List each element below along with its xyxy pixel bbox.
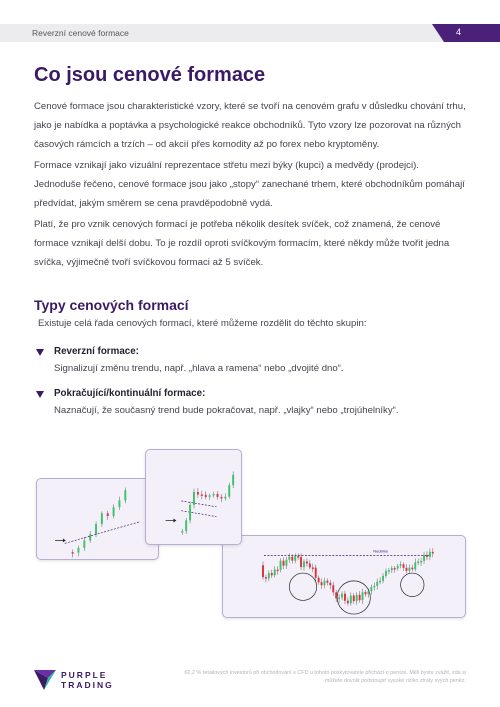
bullish-candle — [280, 561, 282, 570]
bearish-candle — [318, 578, 320, 583]
bearish-candle — [297, 556, 299, 557]
bullish-candle — [397, 566, 399, 569]
bullish-candle — [388, 570, 390, 571]
bearish-candle — [315, 568, 317, 578]
section-intro: Existuje celá řada cenových formací, které můžeme rozdělit do těchto skupin: — [38, 318, 367, 329]
bullish-candle — [118, 500, 120, 507]
risk-disclaimer: 62,2 % retailových investorů při obchodování s CFD u tohoto poskytovatele přichází o peníze. Měli byste zvážit, zda si můžete dovolit podstoupit vysoké riziko ztráty svých peněz. — [184, 670, 466, 684]
bullish-candle — [408, 568, 410, 571]
header-title: Reverzní cenové formace — [32, 28, 129, 38]
bearish-candle — [205, 495, 207, 497]
bearish-candle — [321, 582, 323, 585]
triangle-bullet-icon — [36, 391, 44, 398]
logo-text: PURPLE TRADING — [61, 670, 114, 690]
bullish-candle — [414, 562, 416, 569]
bullish-candle — [382, 576, 384, 581]
bearish-candle — [326, 581, 328, 583]
bearish-candle — [411, 568, 413, 570]
paragraph-candles: Platí, že pro vznik cenových formací je potřeba několik desítek svíček, což znamená, že cenové formace vznikají delší dobu. To je rozdíl oproti svíčkovým formacím, které někdy může tvořit jedna svíčka, výjimečně tvoří svíčkovou formaci až 5 svíček. — [34, 219, 450, 268]
bullish-candle — [268, 573, 270, 578]
bearish-candle — [403, 564, 405, 568]
bullish-candle — [193, 492, 195, 505]
chart-panel-reversal — [222, 535, 466, 618]
bullish-candle — [294, 556, 296, 561]
bullish-candle — [324, 581, 326, 585]
bearish-candle — [197, 492, 199, 495]
bearish-candle — [220, 497, 222, 499]
logo-mark-icon — [34, 670, 56, 690]
paragraph-intro: Cenové formace jsou charakteristické vzory, které se tvoří na cenovém grafu v důsledku chování trhu, jako je nabídka a poptávka a psychologické reakce obchodníků. Tyto vzory lze pozorovat na různých časových rámcích a trzích – od akcií přes komodity až po forex nebo kryptoměny. — [34, 101, 466, 150]
bullish-candle — [209, 495, 211, 497]
bullish-candle — [370, 587, 372, 591]
bearish-candle — [432, 552, 434, 554]
bearish-candle — [426, 555, 428, 557]
paragraph-formation: Formace vznikají jako vizuální reprezentace střetu mezi býky (kupci) a medvědy (prodejci). Jednoduše řečeno, cenové formace jsou jako „stopy“ zanechané trhem, které obchodníkům pomáhají předvídat, jakým směrem se cena pravděpodobně vydá. — [34, 160, 465, 209]
bullish-candle — [338, 597, 340, 598]
bullish-candle — [181, 531, 183, 532]
bullish-candle — [285, 560, 287, 566]
bullish-candle — [356, 595, 358, 601]
bearish-candle — [353, 596, 355, 602]
bearish-candle — [312, 567, 314, 568]
bullish-candle — [373, 586, 375, 587]
bearish-candle — [283, 561, 285, 566]
list-item-title: Reverzní formace: — [54, 346, 139, 357]
bearish-candle — [364, 592, 366, 594]
list-item-description: Signalizují změnu trendu, např. „hlava a ramena“ nebo „dvojité dno“. — [54, 363, 344, 374]
bullish-candle — [232, 475, 234, 485]
bullish-candle — [95, 524, 97, 534]
bullish-candle — [78, 548, 80, 553]
page-title: Co jsou cenové formace — [34, 64, 266, 86]
neckline-label: Neckline — [373, 548, 389, 554]
page-number-tab — [432, 24, 500, 42]
bullish-candle — [420, 561, 422, 562]
bullish-candle — [303, 561, 305, 567]
bullish-candle — [224, 497, 226, 499]
bullish-candle — [350, 596, 352, 604]
bullish-candle — [113, 507, 115, 516]
bearish-candle — [277, 570, 279, 571]
bullish-candle — [89, 534, 91, 540]
bullish-candle — [379, 581, 381, 582]
bullish-candle — [274, 570, 276, 576]
bearish-candle — [201, 494, 203, 495]
bullish-candle — [228, 485, 230, 496]
bearish-candle — [271, 573, 273, 575]
candlestick-illustration — [37, 479, 158, 559]
bearish-candle — [309, 563, 311, 567]
bullish-candle — [124, 490, 126, 500]
bullish-candle — [423, 555, 425, 561]
bullish-candle — [429, 552, 431, 557]
bearish-candle — [332, 585, 334, 592]
bearish-candle — [359, 595, 361, 600]
bullish-candle — [391, 568, 393, 570]
bearish-candle — [300, 557, 302, 567]
bearish-candle — [72, 552, 74, 553]
bullish-candle — [189, 505, 191, 520]
candlestick-illustration — [146, 450, 241, 544]
bearish-candle — [265, 577, 267, 578]
bullish-candle — [400, 564, 402, 566]
bullish-candle — [367, 591, 369, 594]
section-title: Typy cenových formací — [34, 297, 189, 313]
bullish-candle — [213, 494, 215, 495]
bearish-candle — [405, 568, 407, 571]
page-number: 4 — [456, 27, 462, 37]
bearish-candle — [107, 513, 109, 516]
list-item-title: Pokračující/kontinuální formace: — [54, 388, 206, 399]
bearish-candle — [262, 565, 264, 577]
bullish-candle — [362, 592, 364, 600]
bullish-candle — [417, 562, 419, 563]
bearish-candle — [347, 601, 349, 604]
bullish-candle — [385, 571, 387, 576]
bullish-candle — [288, 557, 290, 560]
bearish-candle — [306, 561, 308, 563]
triangle-bullet-icon — [36, 349, 44, 356]
list-item-description: Naznačují, že současný trend bude pokračovat, např. „vlajky“ nebo „trojúhelníky“. — [54, 405, 399, 416]
bearish-candle — [291, 557, 293, 561]
chart-panel-flag — [145, 449, 242, 545]
bearish-candle — [217, 494, 219, 497]
bearish-candle — [329, 583, 331, 586]
purple-trading-logo — [34, 668, 144, 692]
bullish-candle — [101, 513, 103, 524]
bearish-candle — [394, 568, 396, 569]
chart-panel-uptrend — [36, 478, 159, 560]
bearish-candle — [344, 594, 346, 601]
bearish-candle — [335, 592, 337, 598]
bullish-candle — [185, 520, 187, 531]
candlestick-illustration — [223, 536, 465, 617]
bullish-candle — [83, 541, 85, 548]
bullish-candle — [341, 594, 343, 598]
bullish-candle — [376, 582, 378, 586]
